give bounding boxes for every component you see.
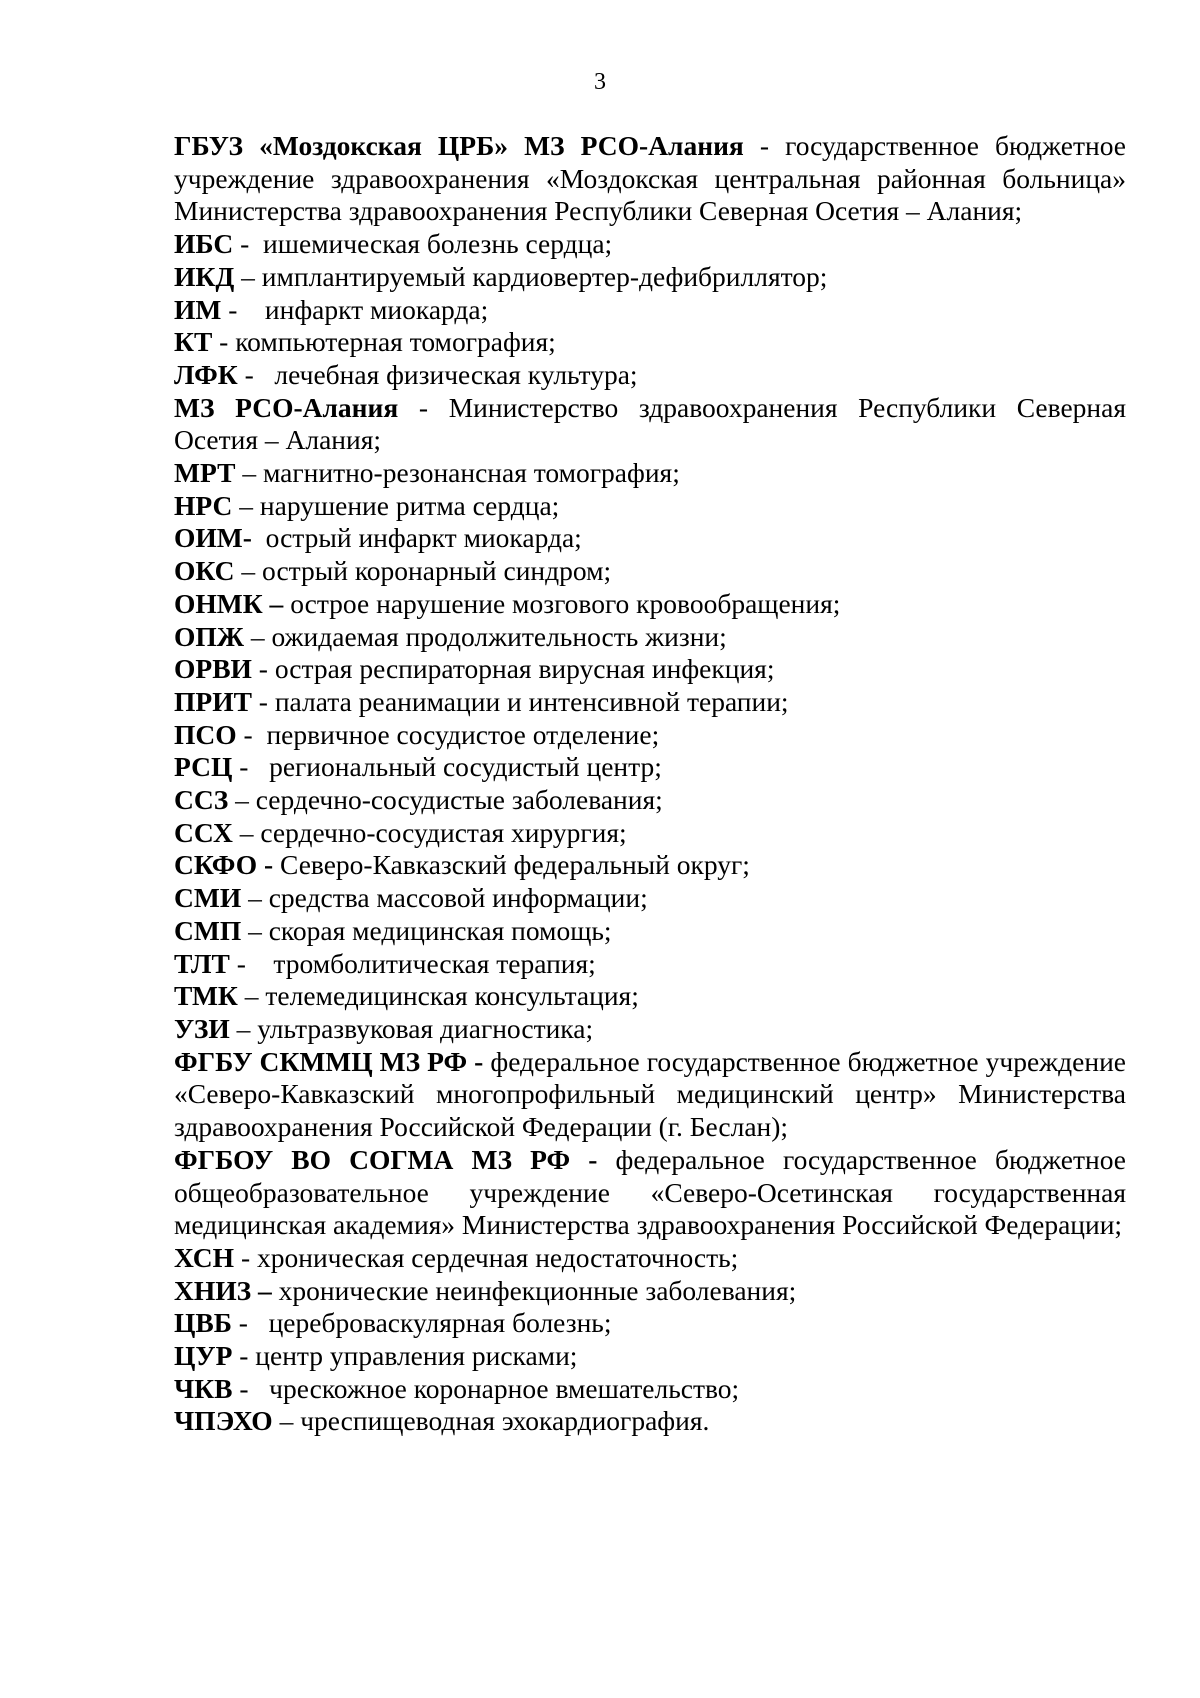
- abbreviation-separator: -: [743, 130, 786, 161]
- abbreviation-entry: [174, 980, 1126, 1013]
- abbreviation-term: ЧПЭХО: [174, 1405, 273, 1437]
- abbreviation-definition: цереброваскулярная болезнь;: [268, 1307, 612, 1339]
- abbreviation-entry: [174, 555, 1126, 588]
- abbreviation-definition: ультразвуковая диагностика;: [257, 1012, 594, 1044]
- abbreviation-separator: [252, 522, 266, 553]
- abbreviation-separator: –: [232, 489, 260, 521]
- abbreviation-list: [174, 130, 1126, 1438]
- abbreviation-entry: [174, 294, 1126, 327]
- abbreviation-entry: [174, 1405, 1126, 1438]
- abbreviation-entry: [174, 948, 1126, 981]
- abbreviation-term: ОНМК –: [174, 587, 284, 619]
- abbreviation-separator: –: [241, 882, 269, 914]
- abbreviation-term: ЛФК: [174, 358, 238, 390]
- abbreviation-separator: -: [398, 391, 449, 423]
- abbreviation-separator: -: [221, 293, 265, 325]
- abbreviation-term: ГБУЗ «Моздокская ЦРБ» МЗ РСО-Алания: [174, 130, 744, 161]
- abbreviation-separator: –: [235, 457, 263, 489]
- abbreviation-term: ИБС: [174, 228, 234, 260]
- abbreviation-entry: [174, 130, 1126, 228]
- abbreviation-definition: магнитно-резонансная томография;: [262, 457, 680, 489]
- abbreviation-term: ХНИЗ –: [174, 1274, 272, 1306]
- abbreviation-separator: -: [231, 1307, 269, 1339]
- abbreviation-entry: [174, 621, 1126, 654]
- abbreviation-term: ФГБУ СКММЦ МЗ РФ -: [174, 1045, 484, 1077]
- abbreviation-entry: [174, 359, 1126, 392]
- abbreviation-entry: [174, 751, 1126, 784]
- abbreviation-definition: Министерство здравоохранения Республики Северная Осетия – Алания;: [174, 391, 1126, 456]
- abbreviation-separator: –: [228, 784, 256, 816]
- abbreviation-term: ССХ: [174, 816, 233, 848]
- abbreviation-definition: инфаркт миокарда;: [264, 293, 489, 325]
- abbreviation-entry: [174, 490, 1126, 523]
- abbreviation-separator: -: [251, 685, 275, 717]
- abbreviation-entry: [174, 588, 1126, 621]
- abbreviation-entry: [174, 1275, 1126, 1308]
- abbreviation-definition: федеральное государственное бюджетное учреждение «Северо-Кавказский многопрофильный медицинский центр» Министерства здравоохранения Российской Федерации (г. Беслан);: [174, 1045, 1126, 1143]
- abbreviation-entry: [174, 1242, 1126, 1275]
- abbreviation-separator: –: [229, 1012, 258, 1044]
- abbreviation-entry: [174, 1046, 1126, 1144]
- abbreviation-entry: [174, 392, 1126, 457]
- abbreviation-definition: центр управления рисками;: [255, 1340, 578, 1372]
- abbreviation-term: ХСН: [174, 1241, 235, 1273]
- abbreviation-separator: [273, 849, 280, 880]
- abbreviation-entry: [174, 784, 1126, 817]
- abbreviation-entry: [174, 522, 1126, 555]
- abbreviation-separator: [272, 1275, 279, 1306]
- abbreviation-entry: [174, 326, 1126, 359]
- abbreviation-definition: телемедицинская консультация;: [265, 980, 639, 1012]
- abbreviation-definition: ишемическая болезнь сердца;: [263, 228, 613, 260]
- abbreviation-entry: [174, 1013, 1126, 1046]
- abbreviation-separator: –: [272, 1405, 301, 1437]
- abbreviation-entry: [174, 1340, 1126, 1373]
- abbreviation-separator: –: [237, 980, 266, 1012]
- abbreviation-term: ТМК: [174, 980, 238, 1012]
- abbreviation-term: ИКД: [174, 260, 235, 292]
- abbreviation-definition: ожидаемая продолжительность жизни;: [271, 620, 727, 652]
- abbreviation-definition: тромболитическая терапия;: [273, 947, 596, 979]
- abbreviation-term: ОПЖ: [174, 620, 244, 652]
- abbreviation-term: ПРИТ: [174, 685, 252, 717]
- abbreviation-entry: [174, 457, 1126, 490]
- abbreviation-separator: -: [251, 653, 275, 685]
- abbreviation-entry: [174, 882, 1126, 915]
- abbreviation-entry: [174, 849, 1126, 882]
- abbreviation-definition: Северо-Кавказский федеральный округ;: [280, 849, 750, 881]
- abbreviation-separator: -: [212, 326, 236, 358]
- abbreviation-separator: -: [237, 358, 275, 390]
- abbreviation-entry: [174, 719, 1126, 752]
- abbreviation-definition: острый инфаркт миокарда;: [265, 522, 582, 554]
- abbreviation-definition: хронические неинфекционные заболевания;: [278, 1274, 797, 1306]
- abbreviation-definition: хроническая сердечная недостаточность;: [256, 1241, 739, 1273]
- abbreviation-definition: сердечно-сосудистые заболевания;: [255, 784, 663, 816]
- abbreviation-entry: [174, 915, 1126, 948]
- abbreviation-entry: [174, 653, 1126, 686]
- abbreviation-definition: чреспищеводная эхокардиография.: [300, 1405, 710, 1437]
- abbreviation-entry: [174, 1373, 1126, 1406]
- abbreviation-definition: региональный сосудистый центр;: [269, 751, 662, 783]
- abbreviation-entry: [174, 228, 1126, 261]
- abbreviation-definition: чрескожное коронарное вмешательство;: [269, 1372, 740, 1404]
- abbreviation-term: КТ: [174, 326, 213, 358]
- abbreviation-separator: -: [236, 718, 267, 750]
- abbreviation-separator: –: [234, 555, 263, 587]
- abbreviation-entry: [174, 1144, 1126, 1242]
- abbreviation-separator: –: [241, 914, 269, 946]
- abbreviation-term: ИМ: [174, 293, 222, 325]
- abbreviation-term: УЗИ: [174, 1012, 230, 1044]
- abbreviation-definition: сердечно-сосудистая хирургия;: [260, 816, 627, 848]
- abbreviation-separator: –: [234, 260, 262, 292]
- abbreviation-definition: нарушение ритма сердца;: [259, 489, 560, 521]
- abbreviation-definition: имплантируемый кардиовертер-дефибриллятор;: [261, 260, 828, 292]
- abbreviation-definition: федеральное государственное бюджетное общеобразовательное учреждение «Северо-Осетинская государственная медицинская академия» Министерства здравоохранения Российской Федерации;: [174, 1143, 1126, 1241]
- abbreviation-separator: -: [232, 751, 270, 783]
- abbreviation-term: МЗ РСО-Алания: [174, 391, 399, 423]
- abbreviation-separator: -: [229, 947, 274, 979]
- abbreviation-term: ПСО: [174, 718, 237, 750]
- abbreviation-separator: [597, 1144, 615, 1175]
- abbreviation-separator: -: [232, 1372, 270, 1404]
- abbreviation-term: ФГБОУ ВО СОГМА МЗ РФ -: [174, 1143, 598, 1175]
- abbreviation-entry: [174, 686, 1126, 719]
- abbreviation-term: ЦУР: [174, 1340, 233, 1372]
- abbreviation-definition: компьютерная томография;: [235, 326, 556, 358]
- abbreviation-definition: скорая медицинская помощь;: [268, 914, 612, 946]
- abbreviation-term: ОРВИ: [174, 653, 252, 685]
- abbreviation-definition: первичное сосудистое отделение;: [266, 718, 660, 750]
- page-number: 3: [594, 69, 606, 95]
- abbreviation-separator: –: [232, 816, 261, 848]
- abbreviation-separator: -: [233, 228, 264, 260]
- abbreviation-term: СМИ: [174, 882, 242, 914]
- abbreviation-separator: -: [234, 1241, 257, 1273]
- abbreviation-term: ТЛТ: [174, 947, 230, 979]
- abbreviation-term: СМП: [174, 914, 242, 946]
- abbreviation-entry: [174, 1307, 1126, 1340]
- abbreviation-term: СКФО -: [174, 849, 274, 881]
- abbreviation-definition: лечебная физическая культура;: [274, 358, 638, 390]
- abbreviation-separator: –: [243, 620, 272, 652]
- abbreviation-term: РСЦ: [174, 751, 233, 783]
- abbreviation-definition: острая респираторная вирусная инфекция;: [274, 653, 775, 685]
- abbreviation-definition: средства массовой информации;: [268, 882, 648, 914]
- abbreviation-term: ОКС: [174, 555, 235, 587]
- abbreviation-entry: [174, 817, 1126, 850]
- abbreviation-term: МРТ: [174, 457, 236, 489]
- abbreviation-entry: [174, 261, 1126, 294]
- abbreviation-term: ЧКВ: [174, 1372, 233, 1404]
- abbreviation-definition: острое нарушение мозгового кровообращения;: [290, 587, 841, 619]
- abbreviation-term: ОИМ-: [174, 522, 252, 554]
- abbreviation-definition: острый коронарный синдром;: [262, 555, 612, 587]
- abbreviation-definition: государственное бюджетное учреждение здравоохранения «Моздокская центральная районная больница» Министерства здравоохранения Республики Северная Осетия – Алания;: [174, 130, 1126, 227]
- abbreviation-term: ССЗ: [174, 784, 229, 816]
- abbreviation-separator: -: [232, 1340, 256, 1372]
- abbreviation-term: ЦВБ: [174, 1307, 232, 1339]
- abbreviation-term: НРС: [174, 489, 233, 521]
- abbreviation-definition: палата реанимации и интенсивной терапии;: [274, 685, 789, 717]
